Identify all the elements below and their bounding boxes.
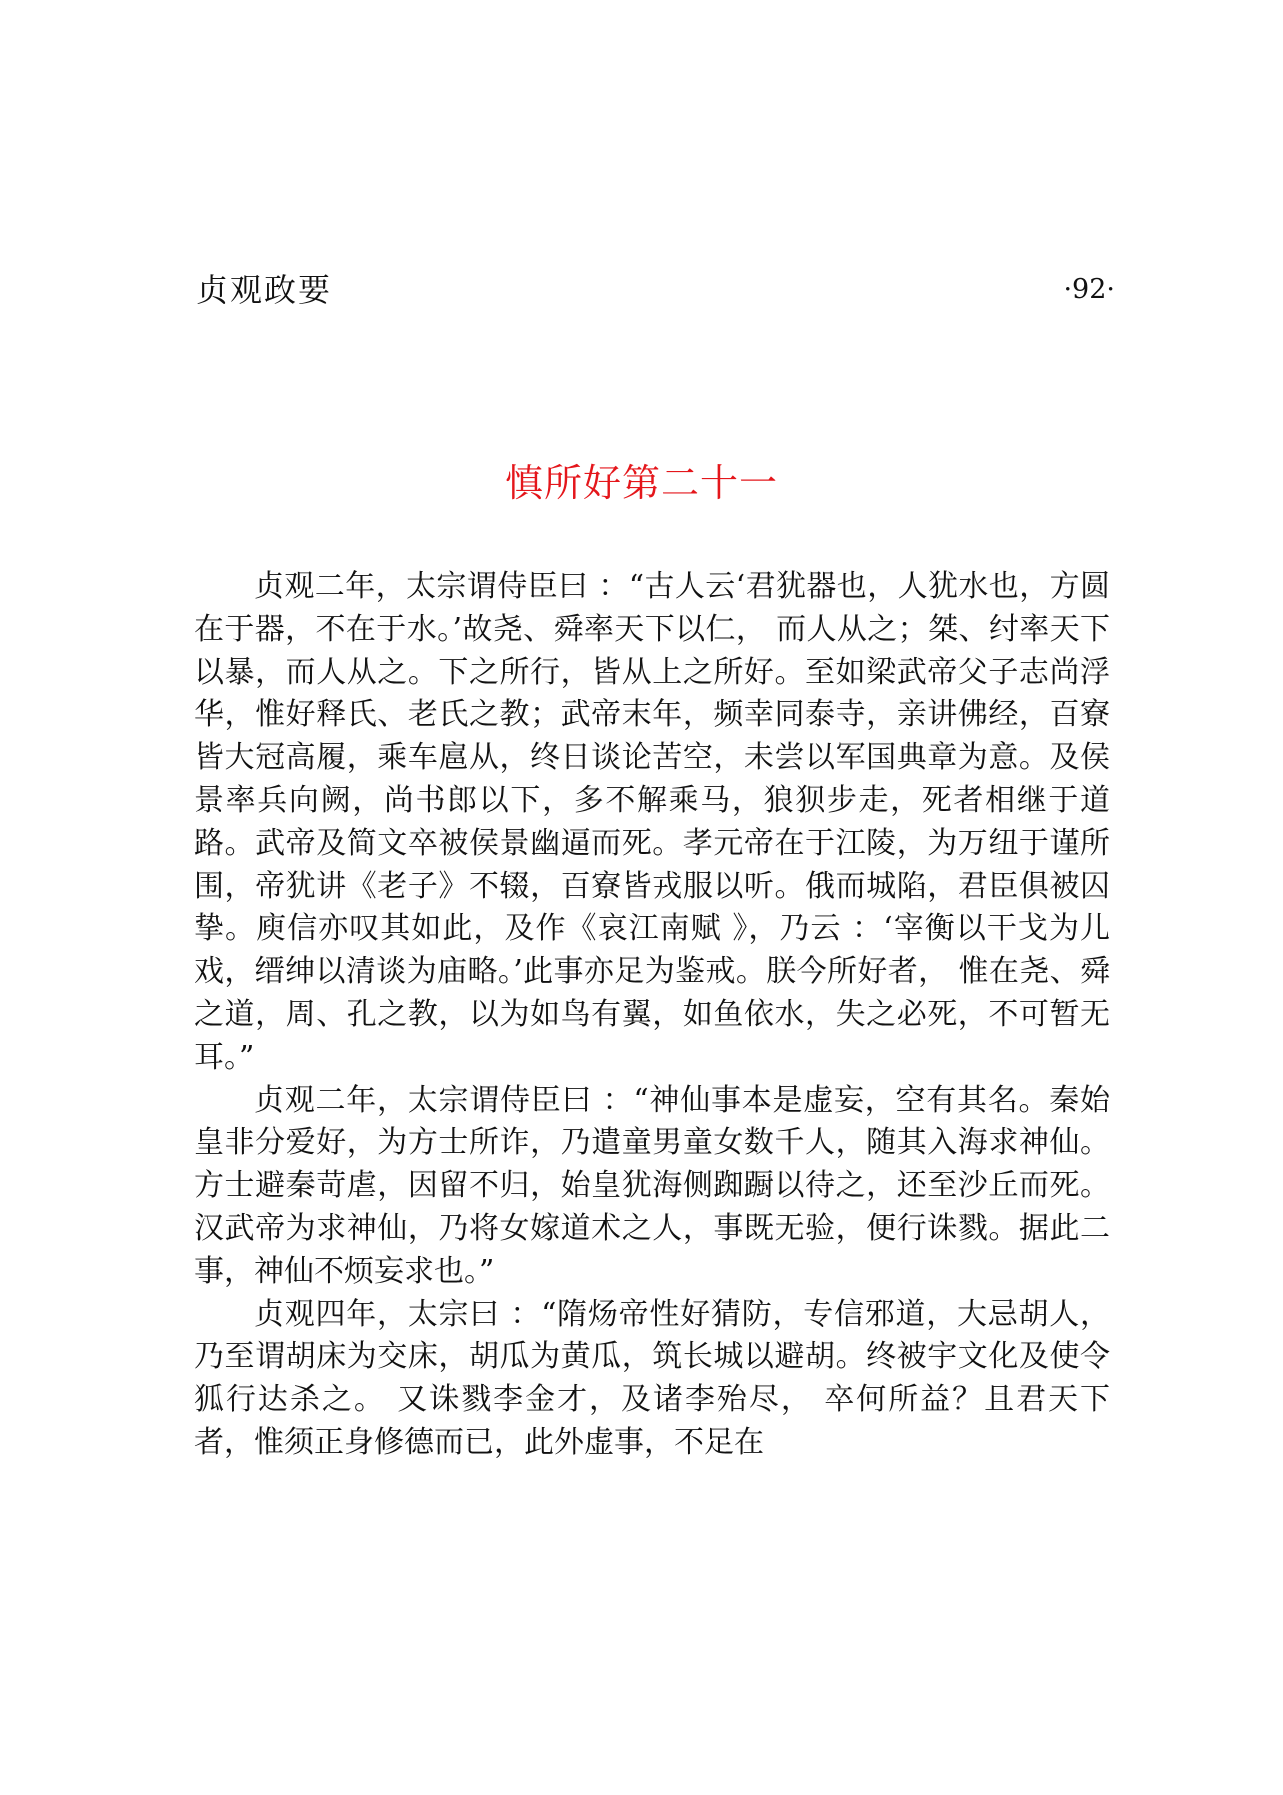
paragraph-2: 贞观二年，太宗谓侍臣曰 ：“神仙事本是虚妄，空有其名。秦始皇非分爱好，为方士所诈，乃遣童男童女数千人，随其入海求神仙。方士避秦苛虐，因留不归，始皇犹海侧踟蹰以待之，还至沙丘而死。汉武帝为求神仙，乃将女嫁道术之人，事既无验，便行诛戮。据此二事，神仙不烦妄求也。” <box>194 1082 1110 1289</box>
running-header-book-title: 贞观政要 <box>196 271 333 309</box>
chapter-title: 慎所好第二十一 <box>504 461 778 505</box>
paragraph-3: 贞观四年，太宗曰 ：“隋炀帝性好猜防，专信邪道，大忌胡人，乃至谓胡床为交床，胡瓜为黄瓜，筑长城以避胡。终被宇文化及使令狐行达杀之。 又诛戮李金才，及诸李殆尽， 卒何所益？且君天下者，惟须正身修德而已，此外虚事，不足在 <box>194 1296 1110 1460</box>
paragraph-1: 贞观二年，太宗谓侍臣曰 ：“古人云‘君犹器也，人犹水也，方圆在于器，不在于水。’故尧、舜率天下以仁， 而人从之；桀、纣率天下以暴，而人从之。下之所行，皆从上之所好。至如梁武帝父子志尚浮华，惟好释氏、老氏之教；武帝末年，频幸同泰寺，亲讲佛经，百寮皆大冠高履，乘车扈从，终日谈论苦空，未尝以军国典章为意。及侯景率兵向阙，尚书郎以下，多不解乘马，狼狈步走，死者相继于道路。武帝及简文卒被侯景幽逼而死。孝元帝在于江陵，为万纽于谨所围，帝犹讲《老子》不辍，百寮皆戎服以听。俄而城陷，君臣俱被囚挚。庾信亦叹其如此，及作《哀江南赋 》，乃云 ：‘宰衡以干戈为儿戏，缙绅以清谈为庙略。’此事亦足为鉴戒。朕今所好者， 惟在尧、舜之道，周、孔之教，以为如鸟有翼，如鱼依水，失之必死，不可暂无耳。” <box>194 569 1110 1075</box>
body-text <box>194 566 1110 1465</box>
page-number: ·92· <box>1063 274 1115 305</box>
